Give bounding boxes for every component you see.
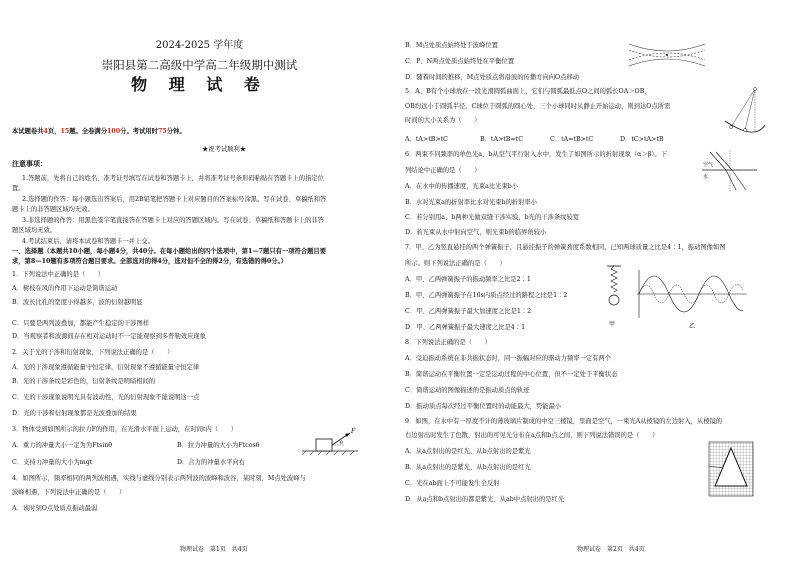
question-1-option-c: C．只要是两列波叠加，都能产生稳定的干涉图样 <box>12 320 150 327</box>
section-1-heading: 一、选择题（本题共10小题，每小题4分，共40分。在每小题给出的四个选项中，第1—7题只有一项符合题目要 <box>12 248 327 255</box>
question-3-option-a: A．重力的冲量大小一定为为Ftsinθ <box>12 442 113 449</box>
question-2: 2．关于光的干涉和衍射现象，下列说法正确的是（ ） <box>12 349 174 356</box>
question-2-option-a: A．光的干涉现象遵循能量守恒定律，衍射现象不遵循能量守恒定律 <box>12 364 200 371</box>
question-8-option-d: D．振动质点每次经过平衡位置时的动能最大，势能最小 <box>405 403 562 410</box>
question-3: 3．物体受到如图所示的拉力F的作用，在光滑水平面上运动，在时间t内（ ） <box>12 426 237 433</box>
exam-year: 2024-2025 学年度 <box>155 40 244 51</box>
question-4-option-d: D．随着时间的推移，M点处质点将沿波的传播方向向O点移动 <box>405 74 580 81</box>
notice-1: 1.答题前，先将自己的姓名、准考证号填写在试卷和答题卡上，并将准考证号条形码粘贴在答题卡上的指定位 <box>22 175 324 182</box>
notice-2-cont: 题卡上的非答题区域均无效。 <box>12 206 94 213</box>
question-6-option-a: A．在水中的传播速度，光束a比光束b小 <box>405 183 519 190</box>
page-footer: 物理试卷 第2页 共4页 <box>577 546 645 553</box>
question-9-cont: 右边射出时发生了色散，射出的可见光分布在a点和b点之间，则下列说法错误的是（ ） <box>405 432 659 439</box>
question-7-option-b: B．甲、乙两弹簧振子在10s内质点经过的路程之比是1∶2 <box>405 292 568 299</box>
question-5-option-c: C．tA=tB>tC <box>550 136 594 143</box>
question-4-option-b: B．M点处质点始终处于波峰位置 <box>405 42 498 49</box>
question-1: 1．下列说法中正确的是（ ） <box>12 271 105 278</box>
question-4-option-c: C．P、N两点处质点始终处在平衡位置 <box>405 58 515 65</box>
question-6: 6．两束不同频率的单色光a、b从空气平行射入水中，发生了如图所示的折射现象（α＞β）。下 <box>405 151 668 158</box>
question-1-option-b: B．波长比孔的宽度小得越多，波的衍射越明显 <box>12 299 143 306</box>
prism-figure <box>707 440 755 498</box>
jia-label: 甲 <box>609 321 616 328</box>
air-label: 空气 <box>703 162 714 168</box>
question-4: 4．如图所示，频率相同的两列波相遇，实线与虚线分别表示两列波的波峰和波谷，某时刻，M点处波峰与 <box>12 475 306 482</box>
question-2-option-c: C．光的干涉现象说明光具有波动性，光的衍射现象不能说明这一点 <box>12 394 200 401</box>
question-9: 9．如图，在水中有一厚度不计的薄玻璃片制成的中空三棱镜，里面是空气，一束光A从棱镜的左边射入，从棱镜的 <box>405 418 723 425</box>
question-8-option-b: B．简谐运动在平衡位置一定是运动过程的中心位置，但不一定处于平衡状态 <box>405 371 618 378</box>
yi-label: 乙 <box>689 323 696 330</box>
water-label: 水 <box>703 174 709 180</box>
refraction-figure <box>702 150 757 192</box>
force-block-figure <box>300 425 360 455</box>
question-1-option-d: D．当观察者和波源间存在相对运动时不一定能观察到多普勒效应现象 <box>12 333 206 340</box>
exam-intro: 本试题卷共4页，15题。全卷满分100分。考试用时75分钟。 <box>12 128 186 135</box>
notice-3-cont: 题区域均无效。 <box>12 227 57 234</box>
good-luck-note: ★祝考试顺利★ <box>202 146 247 153</box>
question-4-cont: 波峰相遇，下列说法中正确的是（ ） <box>12 489 126 496</box>
question-7-option-c: C．甲、乙两弹簧振子最大加速度之比是1∶2 <box>405 308 532 315</box>
angle-label: θ <box>340 441 343 446</box>
question-5-cont: OB均远小于圆弧半径，C球位于圆弧的圆心处，三个小球同时从静止开始运动，则到达O点所需 <box>405 103 671 110</box>
question-6-option-c: C．若分别用a、b两种光做双缝干涉实验，b光的干涉条纹较宽 <box>405 214 580 221</box>
question-8: 8．下列说法正确的是（ ） <box>405 339 491 346</box>
question-9-option-d: D．从a点和b点射出的都是紫光，从ab中点射出的是红光 <box>405 496 565 503</box>
question-7-option-d: D．甲、乙两弹簧振子最大速度之比是4∶1 <box>405 324 526 331</box>
school-title: 崇阳县第二高级中学高二年级期中测试 <box>101 58 298 72</box>
spring-oscillator-figure <box>597 262 757 332</box>
question-5-cont2: 时间的大小关系为（ ） <box>405 117 481 124</box>
page-footer: 物理试卷 第1页 共4页 <box>180 546 248 553</box>
question-7: 7．甲、乙为竖直悬挂的两个弹簧振子，且悬挂振子的弹簧劲度系数相同，已知两球质量之比是4∶1，振动图像如图 <box>405 244 726 251</box>
section-1-heading-cont: 求，第8—10题有多项符合题目要求。全部选对的得4分，选对但不全的得2分，有选错的得0分。） <box>12 258 288 265</box>
question-7-cont: 所示。则下列说法正确的是（ ） <box>405 260 506 267</box>
question-4-option-a: A．该时刻O点处质点振动最弱 <box>12 505 98 512</box>
question-2-option-d: D．光的干涉和衍射现象都是光波叠加的结果 <box>12 410 137 417</box>
question-9-option-a: A．从a点射出的是红光，从b点射出的是紫光 <box>405 448 531 455</box>
force-label: F <box>351 428 356 435</box>
question-8-option-c: C．简谐运动的图像描述的是振动质点的轨迹 <box>405 387 530 394</box>
exam-page-2 <box>397 0 794 561</box>
question-6-option-b: B．水对光束a的折射率比水对光束b的折射率小 <box>405 199 538 206</box>
question-5-option-b: B．tA>tB=tC <box>480 136 524 143</box>
question-1-option-a: A．树枝在风的作用下运动是简谐运动 <box>12 285 118 292</box>
question-5-option-a: A．tA>tB>tC <box>405 136 448 143</box>
question-9-option-b: B．从a点射出的是紫光，从b点射出的是红光 <box>405 464 531 471</box>
question-9-option-c: C．光在ab面上不可能发生全反射 <box>405 480 500 487</box>
arc-balls-figure <box>717 85 767 135</box>
notice-1-cont: 置。 <box>12 185 25 192</box>
subject-title: 物 理 试 卷 <box>131 75 268 94</box>
wave-interference-figure <box>627 38 707 72</box>
question-7-option-a: A．甲、乙两弹簧振子的振动频率之比是2∶1 <box>405 276 531 283</box>
question-5: 5．A、B有个小球放在一段光滑圆弧曲面上，它们与圆弧最低点O之间的弧长OA＞OB， <box>405 88 651 95</box>
question-6-cont: 列结论中正确的是（ ） <box>405 167 481 174</box>
question-3-option-b: B．拉力冲量的大小为Ftcosθ <box>177 442 260 449</box>
question-3-option-d: D．合力的冲量水平向右 <box>177 459 246 466</box>
question-3-option-c: C．支持力冲量的大小为mgt <box>12 459 93 466</box>
notice-title: 注意事项： <box>12 159 47 168</box>
notice-2: 2.选择题的作答：每小题选出答案后，用2B铅笔把答题卡上对应题目的答案标号涂黑。写在试卷、草稿纸和答 <box>22 196 327 203</box>
question-5-option-d: D．tC>tA>tB <box>620 136 664 143</box>
question-8-option-a: A．受迫振动系统在非共振状态时，同一振幅对应的驱动力频率一定有两个 <box>405 355 612 362</box>
notice-4: 4.考试结束后，请将本试卷和答题卡一并上交。 <box>22 238 154 245</box>
question-2-option-b: B．光的干涉条纹是彩色的，衍射条纹是明暗相间的 <box>12 378 156 385</box>
notice-3: 3.非选择题的作答：用黑色签字笔直接答在答题卡上对应的答题区域内。写在试卷、草稿纸和答题卡上的非答 <box>22 217 324 224</box>
question-6-option-d: D．若光束从水中射向空气，则光束b的临界角较小 <box>405 229 547 236</box>
